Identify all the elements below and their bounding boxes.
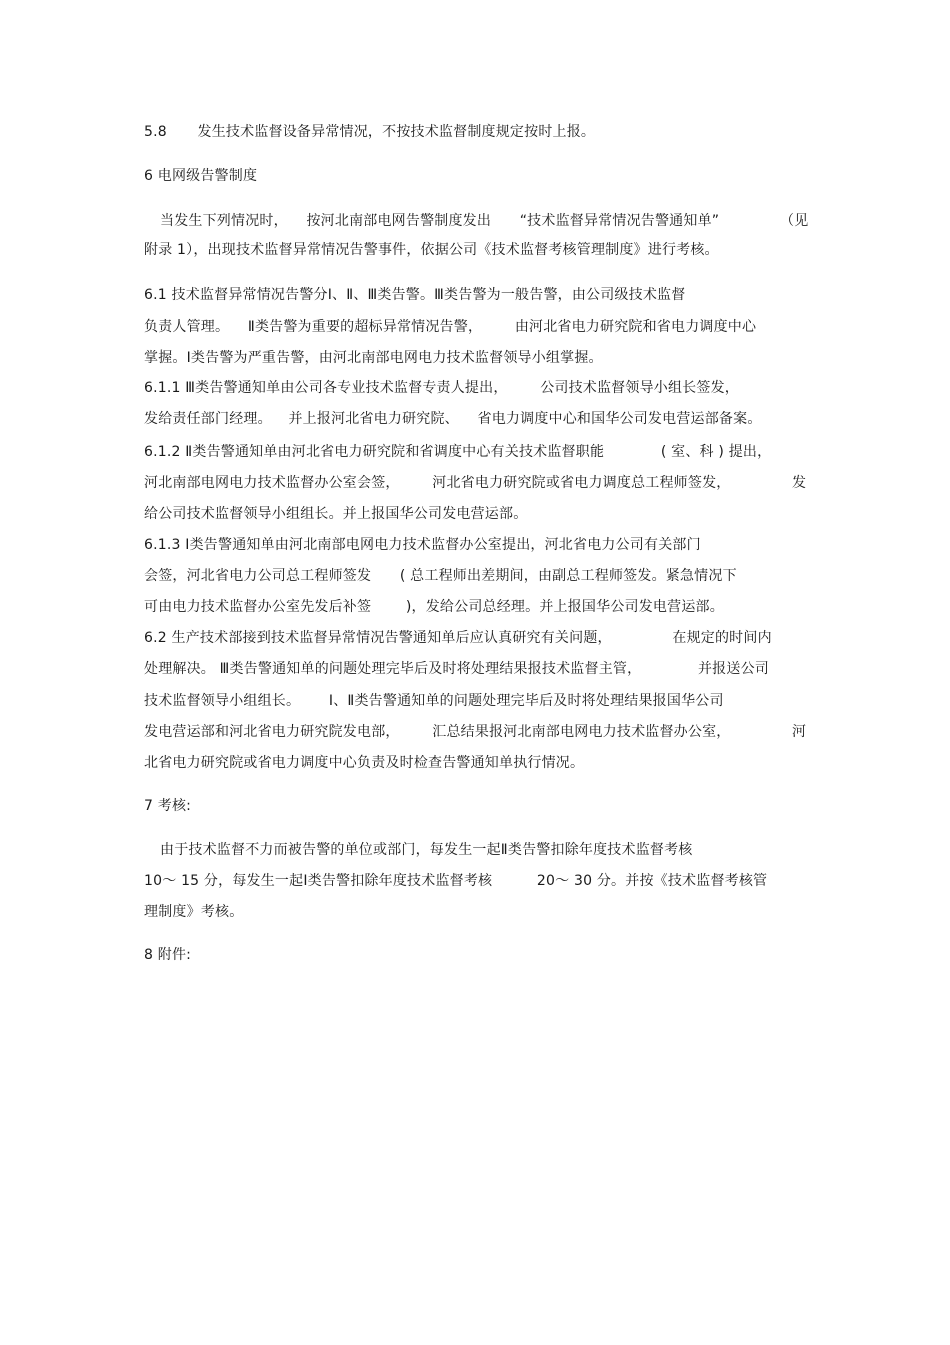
s6-2-l4-c: 河: [792, 724, 807, 740]
section-6-1-1-line2: [144, 410, 762, 428]
s6-1-1-l1-a: 6.1.1 Ⅲ类告警通知单由公司各专业技术监督专责人提出，: [144, 380, 508, 396]
s6-2-l3-a: 技术监督领导小组组长。: [144, 693, 301, 709]
intro-text-c: “技术监督异常情况告警通知单”: [519, 213, 720, 229]
section-6-2-line3: [144, 692, 724, 710]
section-6-1-line3: 掌握。Ⅰ类告警为严重告警，由河北南部电网电力技术监督领导小组掌握。: [144, 350, 603, 366]
s6-1-2-l1-b: ( 室、科 ) 提出，: [660, 444, 772, 460]
section-6-1-3-line1: 6.1.3 Ⅰ类告警通知单由河北南部电网电力技术监督办公室提出，河北省电力公司有关部门: [144, 537, 701, 553]
s6-1-2-l2-a: 河北南部电网电力技术监督办公室会签，: [144, 475, 400, 491]
section-6-1-2-line3: 给公司技术监督领导小组组长。并上报国华公司发电营运部。: [144, 506, 528, 522]
s6-1-2-l1-a: 6.1.2 Ⅱ类告警通知单由河北省电力研究院和省调度中心有关技术监督职能: [144, 444, 605, 460]
s6-1-l2-b: Ⅱ类告警为重要的超标异常情况告警，: [247, 319, 483, 335]
section-6-1-1-line1: [144, 379, 739, 397]
s6-2-l4-b: 汇总结果报河北南部电网电力技术监督办公室，: [432, 724, 731, 740]
intro-text-d: （见: [780, 213, 809, 229]
s6-1-3-l3-b: )，发给公司总经理。并上报国华公司发电营运部。: [405, 599, 724, 615]
s6-1-2-l2-b: 河北省电力研究院或省电力调度总工程师签发，: [432, 475, 731, 491]
s6-2-l2-a: 处理解决。 Ⅲ类告警通知单的问题处理完毕后及时将处理结果报技术监督主管，: [144, 661, 642, 677]
section-5-8-number: 5.8: [144, 124, 167, 140]
section-7-line3: 理制度》考核。: [144, 904, 244, 920]
section-6-2-line4: [144, 723, 730, 741]
section-6-intro-line1: [160, 212, 719, 230]
s6-1-l2-a: 负责人管理。: [144, 319, 230, 335]
s7-l2-b: 20～ 30 分。并按《技术监督考核管: [536, 873, 768, 889]
section-6-1-line2: [144, 318, 756, 336]
s6-2-l3-b: Ⅰ、Ⅱ类告警通知单的问题处理完毕后及时将处理结果报国华公司: [328, 693, 724, 709]
s7-l2-a: 10～ 15 分，每发生一起Ⅰ类告警扣除年度技术监督考核: [144, 873, 493, 889]
section-6-2-line5: 北省电力研究院或省电力调度中心负责及时检查告警通知单执行情况。: [144, 755, 585, 771]
section-6-1-2-line1: [144, 443, 771, 461]
s6-2-l1-a: 6.2 生产技术部接到技术监督异常情况告警通知单后应认真研究有关问题，: [144, 630, 612, 646]
section-6-2-line2: [144, 660, 769, 678]
section-6-1-2-line2: [144, 474, 730, 492]
s6-1-1-l2-c: 省电力调度中心和国华公司发电营运部备案。: [477, 411, 762, 427]
s6-1-1-l2-a: 发给责任部门经理。: [144, 411, 272, 427]
s6-2-l1-b: 在规定的时间内: [672, 630, 772, 646]
section-6-heading: 6 电网级告警制度: [144, 168, 258, 184]
section-6-intro-line2: 附录 1），出现技术监督异常情况告警事件，依据公司《技术监督考核管理制度》进行考核。: [144, 242, 719, 258]
s6-1-3-l2-a: 会签，河北省电力公司总工程师签发: [144, 568, 372, 584]
s6-1-l2-c: 由河北省电力研究院和省电力调度中心: [514, 319, 757, 335]
intro-text-a: 当发生下列情况时，: [160, 213, 288, 229]
s6-1-1-l2-b: 并上报河北省电力研究院、: [288, 411, 459, 427]
intro-text-b: 按河北南部电网告警制度发出: [306, 213, 492, 229]
section-7-line1: 由于技术监督不力而被告警的单位或部门，每发生一起Ⅱ类告警扣除年度技术监督考核: [160, 842, 693, 858]
s6-1-3-l2-b: ( 总工程师出差期间，由副总工程师签发。紧急情况下: [399, 568, 737, 584]
section-6-2-line1: [144, 629, 772, 647]
section-8-heading: 8 附件:: [144, 947, 192, 963]
s6-1-2-l2-c: 发: [792, 475, 807, 491]
s6-1-3-l3-a: 可由电力技术监督办公室先发后补签: [144, 599, 372, 615]
section-5-8-text: 发生技术监督设备异常情况，不按技术监督制度规定按时上报。: [197, 124, 596, 140]
s6-2-l2-b: 并报送公司: [697, 661, 769, 677]
section-7-heading: 7 考核:: [144, 798, 192, 814]
section-7-line2: [144, 872, 767, 890]
s6-1-1-l1-b: 公司技术监督领导小组长签发，: [540, 380, 739, 396]
section-6-1-3-line3: [144, 598, 724, 616]
section-6-1-3-line2: [144, 567, 737, 585]
section-5-8: [144, 123, 595, 141]
section-6-1-line1: 6.1 技术监督异常情况告警分Ⅰ、Ⅱ、Ⅲ类告警。Ⅲ类告警为一般告警，由公司级技术监督: [144, 287, 686, 303]
s6-2-l4-a: 发电营运部和河北省电力研究院发电部，: [144, 724, 400, 740]
